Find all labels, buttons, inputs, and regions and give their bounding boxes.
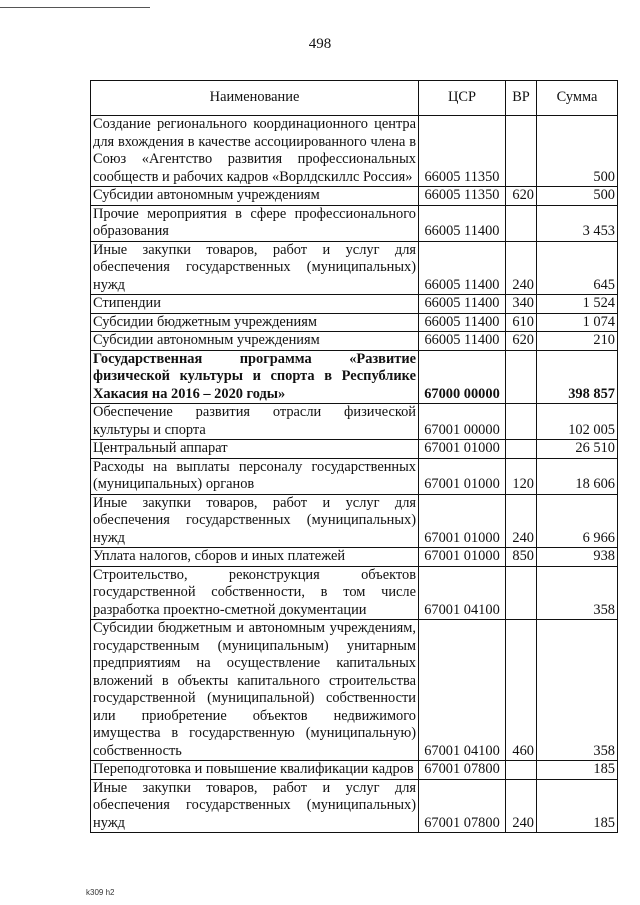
cell-csr: 66005 11400 xyxy=(419,241,506,295)
table-row xyxy=(91,548,618,567)
cell-csr: 66005 11400 xyxy=(419,205,506,241)
table-row xyxy=(91,332,618,351)
cell-csr: 67001 01000 xyxy=(419,458,506,494)
cell-sum: 102 005 xyxy=(537,404,618,440)
cell-vr: 340 xyxy=(506,295,537,314)
table-row xyxy=(91,494,618,548)
page-number: 498 xyxy=(308,36,332,52)
cell-sum: 398 857 xyxy=(537,350,618,404)
cell-name: Субсидии бюджетным учреждениям xyxy=(91,313,419,332)
cell-sum: 185 xyxy=(537,779,618,833)
cell-vr: 610 xyxy=(506,313,537,332)
cell-csr: 67000 00000 xyxy=(419,350,506,404)
cell-vr xyxy=(506,440,537,459)
table-row xyxy=(91,241,618,295)
cell-name: Расходы на выплаты персоналу государственных (муниципальных) органов xyxy=(91,458,419,494)
table-row xyxy=(91,313,618,332)
cell-vr xyxy=(506,350,537,404)
cell-sum: 500 xyxy=(537,187,618,206)
cell-name: Обеспечение развития отрасли физической культуры и спорта xyxy=(91,404,419,440)
cell-sum: 18 606 xyxy=(537,458,618,494)
cell-csr: 66005 11400 xyxy=(419,332,506,351)
cell-name: Иные закупки товаров, работ и услуг для обеспечения государственных (муниципальных) нужд xyxy=(91,779,419,833)
table-row xyxy=(91,404,618,440)
header-sum: Сумма xyxy=(537,81,618,116)
cell-csr: 66005 11350 xyxy=(419,187,506,206)
cell-name: Строительство, реконструкция объектов государственной собственности, в том числе разработка проектно-сметной документации xyxy=(91,566,419,620)
cell-sum: 26 510 xyxy=(537,440,618,459)
cell-name: Стипендии xyxy=(91,295,419,314)
cell-csr: 66005 11400 xyxy=(419,313,506,332)
cell-name: Иные закупки товаров, работ и услуг для обеспечения государственных (муниципальных) нужд xyxy=(91,241,419,295)
cell-vr: 850 xyxy=(506,548,537,567)
corner-line xyxy=(0,0,150,8)
cell-vr: 240 xyxy=(506,779,537,833)
table-header-row xyxy=(91,81,618,116)
footer-code: k309 h2 xyxy=(86,888,115,897)
cell-csr: 67001 07800 xyxy=(419,779,506,833)
cell-name: Государственная программа «Развитие физической культуры и спорта в Республике Хакасия на 2016 – 2020 годы» xyxy=(91,350,419,404)
cell-name: Иные закупки товаров, работ и услуг для обеспечения государственных (муниципальных) нужд xyxy=(91,494,419,548)
table-row xyxy=(91,295,618,314)
budget-table xyxy=(90,80,618,833)
cell-csr: 67001 01000 xyxy=(419,548,506,567)
table-row xyxy=(91,620,618,761)
cell-sum: 6 966 xyxy=(537,494,618,548)
cell-vr: 620 xyxy=(506,187,537,206)
cell-vr: 240 xyxy=(506,241,537,295)
header-name: Наименование xyxy=(91,81,419,116)
cell-vr: 620 xyxy=(506,332,537,351)
table-row xyxy=(91,187,618,206)
cell-sum: 1 074 xyxy=(537,313,618,332)
cell-name: Прочие мероприятия в сфере профессионального образования xyxy=(91,205,419,241)
cell-vr xyxy=(506,404,537,440)
cell-name: Центральный аппарат xyxy=(91,440,419,459)
table-row xyxy=(91,779,618,833)
cell-csr: 67001 04100 xyxy=(419,566,506,620)
cell-vr: 240 xyxy=(506,494,537,548)
cell-csr: 67001 01000 xyxy=(419,494,506,548)
cell-sum: 645 xyxy=(537,241,618,295)
cell-sum: 210 xyxy=(537,332,618,351)
cell-name: Уплата налогов, сборов и иных платежей xyxy=(91,548,419,567)
table-row xyxy=(91,566,618,620)
cell-sum: 185 xyxy=(537,761,618,780)
table-row xyxy=(91,205,618,241)
cell-vr xyxy=(506,761,537,780)
cell-name: Создание регионального координационного центра для вхождения в качестве ассоциированного члена в Союз «Агентство развития профессиональных сообществ и рабочих кадров «Ворлдскиллс Россия» xyxy=(91,116,419,187)
cell-csr: 67001 01000 xyxy=(419,440,506,459)
table-row xyxy=(91,116,618,187)
table-row xyxy=(91,458,618,494)
cell-vr xyxy=(506,205,537,241)
cell-sum: 3 453 xyxy=(537,205,618,241)
cell-vr xyxy=(506,116,537,187)
table-row xyxy=(91,440,618,459)
cell-sum: 938 xyxy=(537,548,618,567)
cell-csr: 66005 11400 xyxy=(419,295,506,314)
cell-vr: 120 xyxy=(506,458,537,494)
cell-sum: 1 524 xyxy=(537,295,618,314)
cell-name: Субсидии бюджетным и автономным учреждениям, государственным (муниципальным) унитарным предприятиям на осуществление капитальных вложений в объекты капитального строительства государственной (муниципальной) собственности или приобретение объектов недвижимого имущества в государственную (муниципальную) собственность xyxy=(91,620,419,761)
cell-csr: 67001 00000 xyxy=(419,404,506,440)
table-row xyxy=(91,350,618,404)
cell-vr: 460 xyxy=(506,620,537,761)
cell-name: Субсидии автономным учреждениям xyxy=(91,187,419,206)
cell-name: Субсидии автономным учреждениям xyxy=(91,332,419,351)
table-row xyxy=(91,761,618,780)
cell-vr xyxy=(506,566,537,620)
header-csr: ЦСР xyxy=(419,81,506,116)
header-vr: ВР xyxy=(506,81,537,116)
cell-csr: 66005 11350 xyxy=(419,116,506,187)
cell-csr: 67001 04100 xyxy=(419,620,506,761)
cell-csr: 67001 07800 xyxy=(419,761,506,780)
cell-name: Переподготовка и повышение квалификации кадров xyxy=(91,761,419,780)
cell-sum: 500 xyxy=(537,116,618,187)
cell-sum: 358 xyxy=(537,620,618,761)
cell-sum: 358 xyxy=(537,566,618,620)
